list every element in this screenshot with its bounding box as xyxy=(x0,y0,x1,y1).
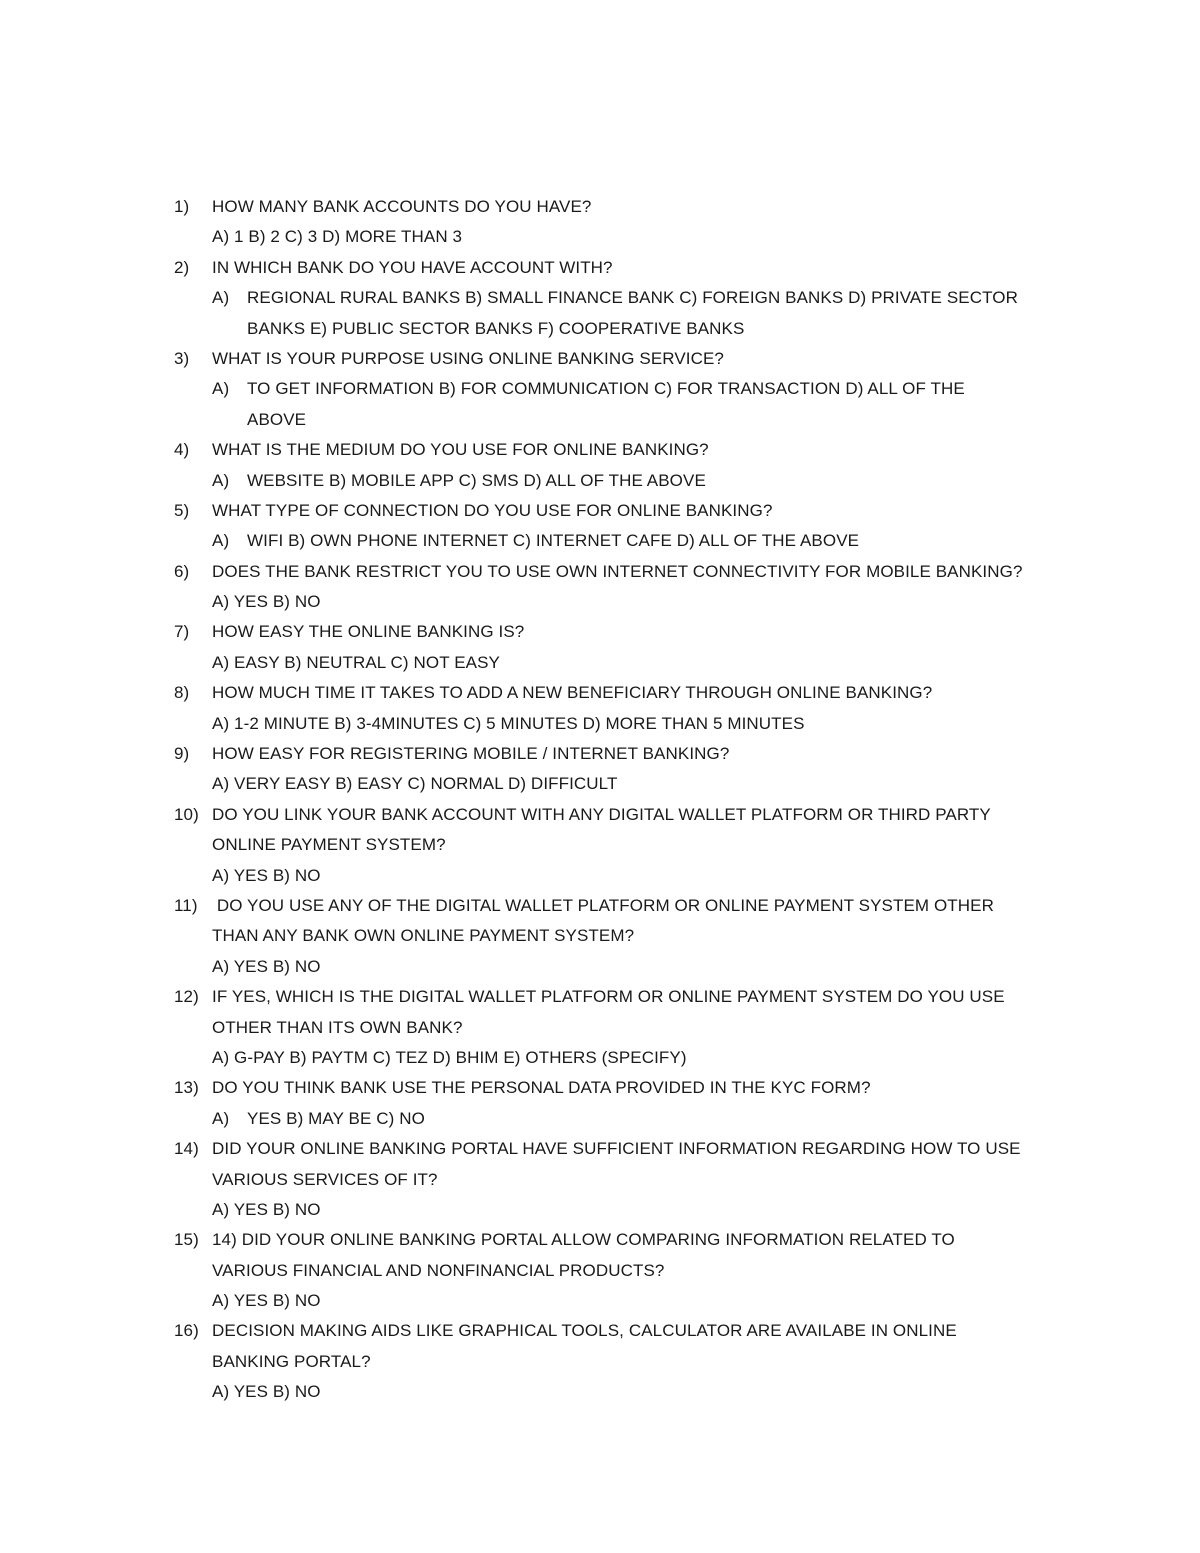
answer-line xyxy=(0,466,1200,496)
question-line xyxy=(0,830,1200,860)
answer-line xyxy=(0,769,1200,799)
question-number: 4) xyxy=(174,440,190,460)
question-number: 2) xyxy=(174,257,190,277)
answer-letter: A) xyxy=(212,379,230,399)
question-item xyxy=(0,617,1200,678)
question-number: 11) xyxy=(174,895,198,915)
answer-text: WIFI B) OWN PHONE INTERNET C) INTERNET CAFE D) ALL OF THE ABOVE xyxy=(247,531,860,551)
question-number: 9) xyxy=(174,744,190,764)
answer-line xyxy=(0,314,1200,344)
question-line xyxy=(0,800,1200,830)
question-item xyxy=(0,253,1200,344)
question-line xyxy=(0,192,1200,222)
answer-options: A) YES B) NO xyxy=(212,592,321,612)
question-item xyxy=(0,192,1200,253)
question-text: IN WHICH BANK DO YOU HAVE ACCOUNT WITH? xyxy=(212,257,613,277)
question-line xyxy=(0,678,1200,708)
question-number: 10) xyxy=(174,804,199,824)
question-text: THAN ANY BANK OWN ONLINE PAYMENT SYSTEM? xyxy=(212,926,635,946)
question-text: IF YES, WHICH IS THE DIGITAL WALLET PLATFORM OR ONLINE PAYMENT SYSTEM DO YOU USE xyxy=(212,987,1005,1007)
answer-line xyxy=(0,1377,1200,1407)
answer-line xyxy=(0,709,1200,739)
question-item xyxy=(0,800,1200,891)
answer-line xyxy=(0,526,1200,556)
answer-line xyxy=(0,405,1200,435)
answer-line xyxy=(0,1195,1200,1225)
answer-letter: A) xyxy=(212,470,230,490)
question-line xyxy=(0,1225,1200,1255)
question-text: 14) DID YOUR ONLINE BANKING PORTAL ALLOW COMPARING INFORMATION RELATED TO xyxy=(212,1230,955,1250)
answer-line xyxy=(0,648,1200,678)
question-line xyxy=(0,891,1200,921)
question-item xyxy=(0,739,1200,800)
answer-line xyxy=(0,1104,1200,1134)
question-list xyxy=(0,192,1200,1408)
answer-letter: A) xyxy=(212,288,230,308)
question-item xyxy=(0,1073,1200,1134)
question-line xyxy=(0,1347,1200,1377)
question-number: 3) xyxy=(174,348,190,368)
question-line xyxy=(0,1165,1200,1195)
question-item xyxy=(0,344,1200,435)
question-line xyxy=(0,344,1200,374)
question-line xyxy=(0,253,1200,283)
question-number: 13) xyxy=(174,1078,199,1098)
question-text: VARIOUS FINANCIAL AND NONFINANCIAL PRODUCTS? xyxy=(212,1260,665,1280)
answer-text: WEBSITE B) MOBILE APP C) SMS D) ALL OF THE ABOVE xyxy=(247,470,706,490)
question-text: DO YOU LINK YOUR BANK ACCOUNT WITH ANY DIGITAL WALLET PLATFORM OR THIRD PARTY xyxy=(212,804,991,824)
question-number: 1) xyxy=(174,197,190,216)
answer-text: TO GET INFORMATION B) FOR COMMUNICATION C) FOR TRANSACTION D) ALL OF THE xyxy=(247,379,965,399)
question-text: WHAT IS THE MEDIUM DO YOU USE FOR ONLINE BANKING? xyxy=(212,440,709,460)
question-text: HOW EASY THE ONLINE BANKING IS? xyxy=(212,622,525,642)
question-item xyxy=(0,1225,1200,1316)
question-number: 12) xyxy=(174,987,199,1007)
question-line xyxy=(0,435,1200,465)
answer-line xyxy=(0,952,1200,982)
question-text: DECISION MAKING AIDS LIKE GRAPHICAL TOOLS, CALCULATOR ARE AVAILABE IN ONLINE xyxy=(212,1321,957,1341)
answer-options: A) YES B) NO xyxy=(212,1199,321,1219)
question-line xyxy=(0,496,1200,526)
answer-text: REGIONAL RURAL BANKS B) SMALL FINANCE BANK C) FOREIGN BANKS D) PRIVATE SECTOR xyxy=(247,288,1018,308)
question-item xyxy=(0,1134,1200,1225)
question-number: 5) xyxy=(174,500,190,520)
answer-letter: A) xyxy=(212,531,230,551)
question-line xyxy=(0,739,1200,769)
answer-line xyxy=(0,1043,1200,1073)
answer-options: A) YES B) NO xyxy=(212,865,321,885)
answer-line xyxy=(0,1286,1200,1316)
question-number: 8) xyxy=(174,683,190,703)
question-text: WHAT IS YOUR PURPOSE USING ONLINE BANKING SERVICE? xyxy=(212,348,724,368)
answer-letter: A) xyxy=(212,1108,230,1128)
question-text: DO YOU USE ANY OF THE DIGITAL WALLET PLATFORM OR ONLINE PAYMENT SYSTEM OTHER xyxy=(212,895,994,915)
question-text: ONLINE PAYMENT SYSTEM? xyxy=(212,835,446,855)
question-number: 16) xyxy=(174,1321,199,1341)
question-line xyxy=(0,1134,1200,1164)
question-text: WHAT TYPE OF CONNECTION DO YOU USE FOR ONLINE BANKING? xyxy=(212,500,773,520)
question-text: DO YOU THINK BANK USE THE PERSONAL DATA PROVIDED IN THE KYC FORM? xyxy=(212,1078,871,1098)
answer-text: BANKS E) PUBLIC SECTOR BANKS F) COOPERATIVE BANKS xyxy=(247,318,745,338)
question-text: BANKING PORTAL? xyxy=(212,1351,371,1371)
answer-line xyxy=(0,374,1200,404)
answer-line xyxy=(0,283,1200,313)
question-line xyxy=(0,557,1200,587)
answer-options: A) 1 B) 2 C) 3 D) MORE THAN 3 xyxy=(212,227,463,247)
answer-options: A) YES B) NO xyxy=(212,1291,321,1311)
question-number: 7) xyxy=(174,622,190,642)
answer-options: A) YES B) NO xyxy=(212,1382,321,1402)
question-line xyxy=(0,617,1200,647)
question-text: HOW MUCH TIME IT TAKES TO ADD A NEW BENEFICIARY THROUGH ONLINE BANKING? xyxy=(212,683,933,703)
answer-line xyxy=(0,587,1200,617)
question-line xyxy=(0,982,1200,1012)
question-text: HOW MANY BANK ACCOUNTS DO YOU HAVE? xyxy=(212,197,592,216)
question-number: 6) xyxy=(174,561,190,581)
question-line xyxy=(0,921,1200,951)
question-item xyxy=(0,982,1200,1073)
question-text: DID YOUR ONLINE BANKING PORTAL HAVE SUFFICIENT INFORMATION REGARDING HOW TO USE xyxy=(212,1139,1021,1159)
question-line xyxy=(0,1013,1200,1043)
answer-text: ABOVE xyxy=(247,409,307,429)
question-number: 14) xyxy=(174,1139,199,1159)
answer-options: A) VERY EASY B) EASY C) NORMAL D) DIFFICULT xyxy=(212,774,618,794)
question-item xyxy=(0,891,1200,982)
answer-options: A) G-PAY B) PAYTM C) TEZ D) BHIM E) OTHERS (SPECIFY) xyxy=(212,1047,687,1067)
question-line xyxy=(0,1316,1200,1346)
question-item xyxy=(0,496,1200,557)
answer-options: A) 1-2 MINUTE B) 3-4MINUTES C) 5 MINUTES D) MORE THAN 5 MINUTES xyxy=(212,713,805,733)
question-item xyxy=(0,435,1200,496)
question-text: DOES THE BANK RESTRICT YOU TO USE OWN INTERNET CONNECTIVITY FOR MOBILE BANKING? xyxy=(212,561,1023,581)
question-line xyxy=(0,1256,1200,1286)
answer-text: YES B) MAY BE C) NO xyxy=(247,1108,425,1128)
question-text: HOW EASY FOR REGISTERING MOBILE / INTERNET BANKING? xyxy=(212,744,730,764)
question-text: VARIOUS SERVICES OF IT? xyxy=(212,1169,438,1189)
question-item xyxy=(0,557,1200,618)
question-number: 15) xyxy=(174,1230,199,1250)
question-item xyxy=(0,1316,1200,1407)
answer-line xyxy=(0,861,1200,891)
answer-options: A) YES B) NO xyxy=(212,956,321,976)
answer-options: A) EASY B) NEUTRAL C) NOT EASY xyxy=(212,652,500,672)
answer-line xyxy=(0,222,1200,252)
question-item xyxy=(0,678,1200,739)
question-line xyxy=(0,1073,1200,1103)
question-text: OTHER THAN ITS OWN BANK? xyxy=(212,1017,463,1037)
